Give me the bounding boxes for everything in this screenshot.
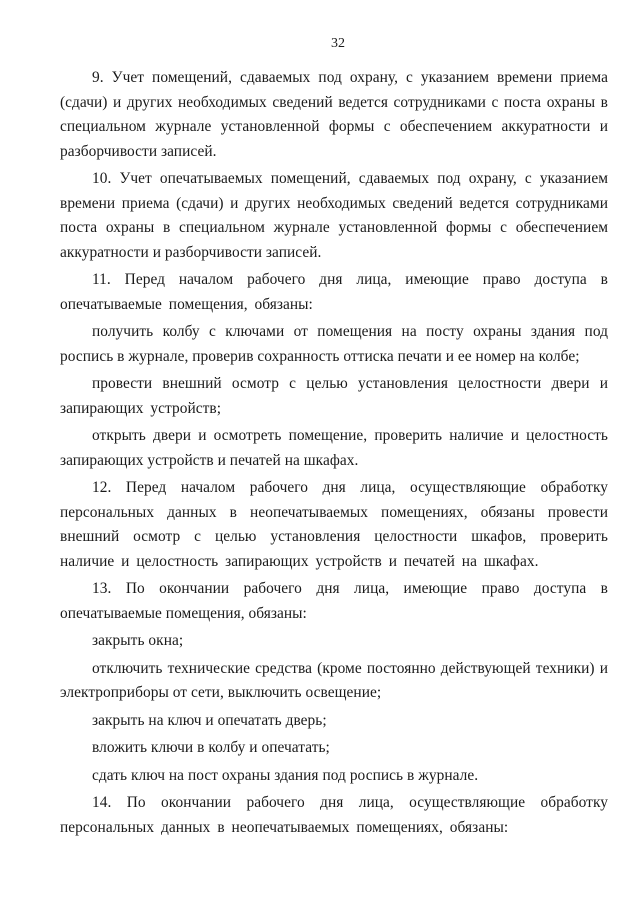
paragraph-9: 9. Учет помещений, сдаваемых под охрану, с указанием времени приема (сдачи) и других необходимых сведений ведется сотрудниками с поста охраны в специальном журнале установленной формы с обеспечением аккуратности и разборчивости записей. — [60, 69, 608, 160]
page-number: 32 — [331, 36, 345, 51]
list-item-open-doors: открыть двери и осмотреть помещение, проверить наличие и целостность запирающих устройств и печатей на шкафах. — [60, 427, 608, 469]
paragraph-13: 13. По окончании рабочего дня лица, имеющие право доступа в опечатываемые помещения, обязаны: — [60, 580, 608, 622]
list-item-close-windows: закрыть окна; — [92, 632, 184, 649]
list-item-disconnect-equipment: отключить технические средства (кроме постоянно действующей техники) и электроприборы от сети, выключить освещение; — [60, 659, 608, 701]
list-item-lock-door: закрыть на ключ и опечатать дверь; — [92, 711, 327, 729]
list-item-hand-over-key: сдать ключ на пост охраны здания под роспись в журнале. — [92, 766, 479, 784]
list-item-get-flask: получить колбу с ключами от помещения на посту охраны здания под роспись в журнале, проверив сохранность оттиска печати и ее номер на колбе; — [60, 323, 608, 365]
paragraph-14: 14. По окончании рабочего дня лица, осуществляющие обработку персональных данных в неопечатываемых помещениях, обязаны: — [60, 794, 608, 836]
paragraph-10: 10. Учет опечатываемых помещений, сдаваемых под охрану, с указанием времени приема (сдачи) и других необходимых сведений ведется сотрудниками поста охраны в специальном журнале установленной формы с обеспечением аккуратности и разборчивости записей. — [60, 170, 608, 261]
list-item-external-inspection: провести внешний осмотр с целью установления целостности двери и запирающих устройств; — [60, 375, 608, 417]
paragraph-12: 12. Перед началом рабочего дня лица, осуществляющие обработку персональных данных в неопечатываемых помещениях, обязаны провести внешний осмотр с целью установления целостности шкафов, проверить наличие и целостность запирающих устройств и печатей на шкафах. — [60, 479, 608, 570]
paragraph-11: 11. Перед началом рабочего дня лица, имеющие право доступа в опечатываемые помещения, обязаны: — [60, 271, 608, 313]
list-item-put-keys: вложить ключи в колбу и опечатать; — [92, 739, 330, 756]
